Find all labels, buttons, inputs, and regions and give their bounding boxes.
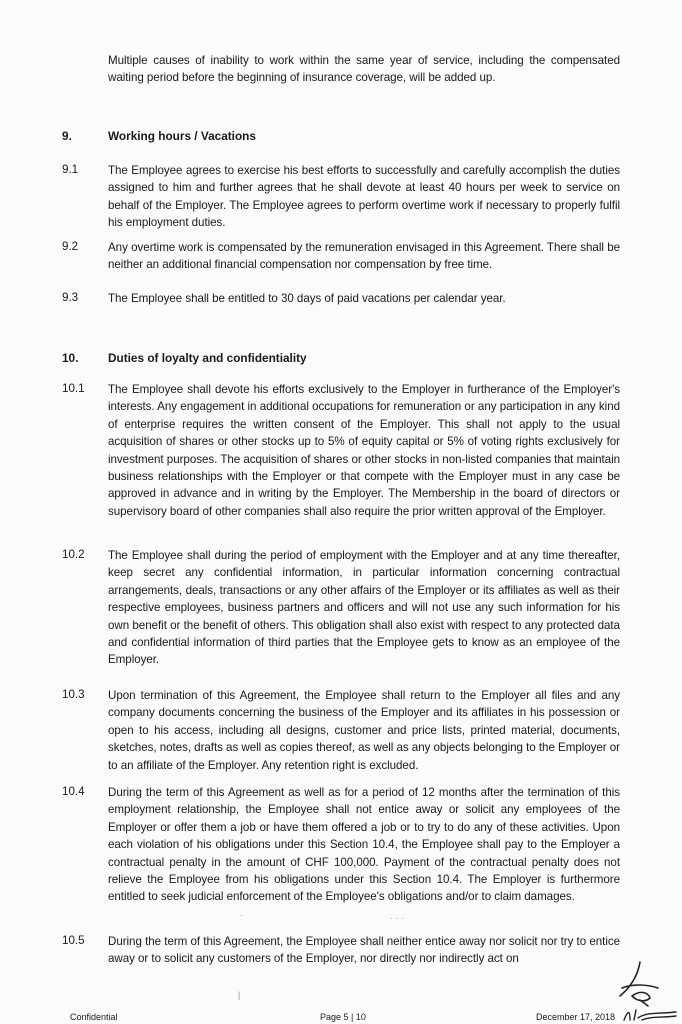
clause-10-5-number: 10.5	[62, 934, 85, 947]
clause-9-1-number: 9.1	[62, 163, 79, 176]
clause-9-1-text: The Employee agrees to exercise his best efforts to successfully and carefully accomplish the duties assigned to him and further agrees that he shall devote at least 40 hours per week to service on behalf of the Employer. The Employee agrees to perform overtime work if necessary to properly fulfil his employment duties.	[108, 164, 620, 230]
clause-10-4-text: During the term of this Agreement as well as for a period of 12 months after the termination of this employment relationship, the Employee shall not entice away or solicit any employees of the Employer or offer them a job or have them offered a job or to try to do any of these activities. Upon each violation of his obligations under this Section 10.4, the Employee shall pay to the Employer a contractual penalty in the amount of CHF 100,000. Payment of the contractual penalty does not relieve the Employee from his obligations under this Section 10.4. The Employer is furthermore entitled to seek judicial enforcement of the Employee's obligations and/or to claim damages.	[108, 786, 620, 904]
section-9-heading: Working hours / Vacations	[108, 129, 256, 143]
clause-9-2-number: 9.2	[62, 240, 79, 253]
handwritten-initials	[610, 960, 666, 1010]
scan-speck: |	[238, 990, 241, 1000]
clause-10-1-text: The Employee shall devote his efforts exclusively to the Employer in furtherance of the Employer's interests. Any engagement in additional occupations for remuneration or any participation in any kind of enterprise requires the written consent of the Employer. This shall not apply to the usual acquisition of shares or other stocks up to 5% of equity capital or 5% of voting rights exclusively for investment purposes. The acquisition of shares or other stocks in non-listed companies that maintain business relationships with the Employer or that compete with the Employer must in any case be approved in advance and in writing by the Employer. The Membership in the board of directors or supervisory board of other companies shall also require the prior written approval of the Employer.	[108, 383, 620, 518]
footer-confidential: Confidential	[70, 1012, 118, 1022]
clause-9-2-text: Any overtime work is compensated by the remuneration envisaged in this Agreement. There shall be neither an additional financial compensation nor compensation by free time.	[108, 241, 620, 272]
clause-10-1-number: 10.1	[62, 382, 85, 395]
scan-speck: ·	[240, 910, 243, 920]
footer-page-number: Page 5 | 10	[320, 1012, 366, 1022]
scan-speck: · · ·	[390, 913, 404, 923]
clause-10-3-text: Upon termination of this Agreement, the Employee shall return to the Employer all files and any company documents concerning the business of the Employer and its affiliates in his possession or open to his access, including all designs, customer and price lists, printed material, documents, sketches, notes, drafts as well as copies thereof, as well as any objects belonging to the Employer or to an affiliate of the Employer. Any retention right is excluded.	[108, 689, 620, 772]
clause-9-3-number: 9.3	[62, 291, 79, 304]
clause-9-3-text: The Employee shall be entitled to 30 days of paid vacations per calendar year.	[108, 292, 506, 305]
clause-10-3-number: 10.3	[62, 688, 85, 701]
clause-10-5-text: During the term of this Agreement, the Employee shall neither entice away nor solicit nor try to entice away or to solicit any customers of the Employer, nor directly nor indirectly act on	[108, 935, 620, 966]
clause-10-2-number: 10.2	[62, 548, 85, 561]
footer-date: December 17, 2018	[536, 1012, 616, 1022]
section-10-heading: Duties of loyalty and confidentiality	[108, 351, 307, 365]
handwritten-signature	[622, 1006, 678, 1024]
section-9-number: 9.	[62, 129, 72, 143]
intro-paragraph: Multiple causes of inability to work within the same year of service, including the compensated waiting period before the beginning of insurance coverage, will be added up.	[108, 54, 620, 85]
section-10-number: 10.	[62, 351, 79, 365]
clause-10-2-text: The Employee shall during the period of employment with the Employer and at any time thereafter, keep secret any confidential information, in particular information concerning contractual arrangements, deals, transactions or any other affairs of the Employer or its affiliates as well as their respective employees, business partners and officers and will not use any such information for his own benefit or the benefit of others. This obligation shall also exist with respect to any protected data and confidential information of third parties that the Employee gets to know as an employee of the Employer.	[108, 549, 620, 667]
clause-10-4-number: 10.4	[62, 785, 85, 798]
